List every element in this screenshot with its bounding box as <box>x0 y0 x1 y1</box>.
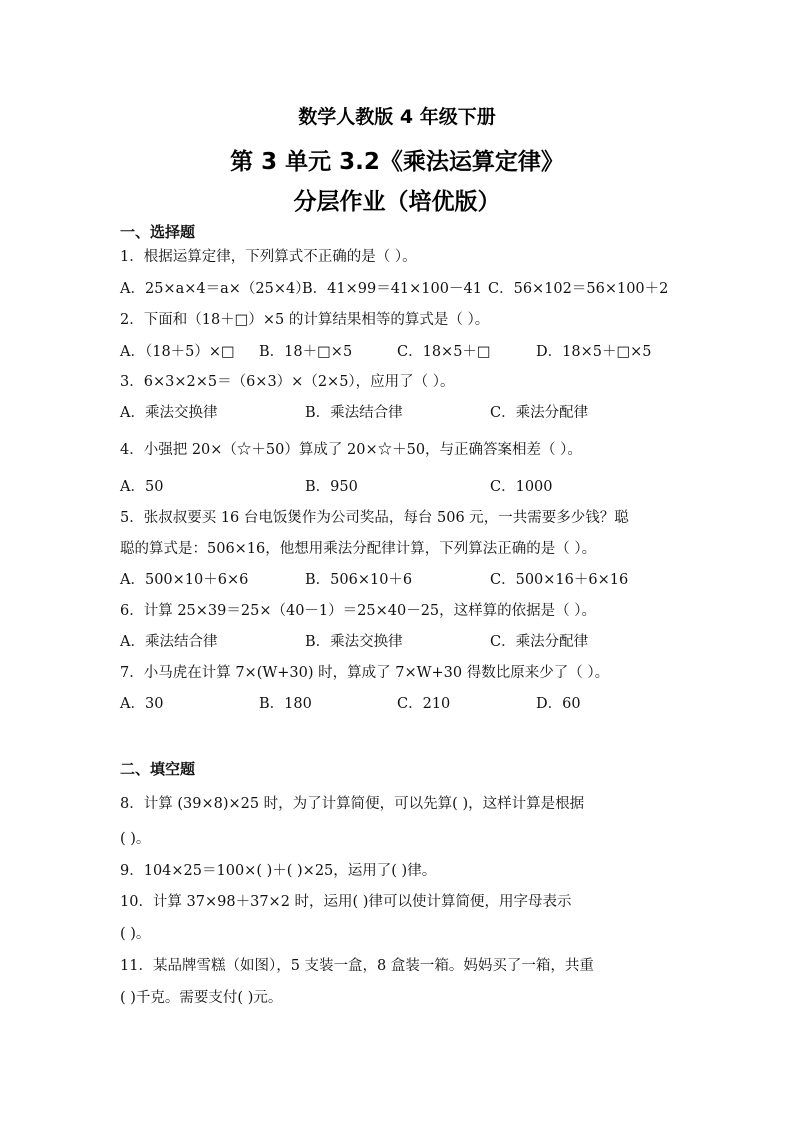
question-7-option-a: A．30 <box>120 696 164 712</box>
question-8-line-1: 8．计算 (39×8)×25 时，为了计算简便，可以先算( )，这样计算是根据 <box>120 796 585 812</box>
question-1-option-b: B．41×99＝41×100－41 <box>302 281 482 297</box>
question-1-option-c: C．56×102＝56×100＋2 <box>488 281 669 297</box>
question-11-line-2: ( )千克。需要支付( )元。 <box>120 990 283 1006</box>
question-3-option-c: C．乘法分配律 <box>490 405 589 421</box>
question-3-stem: 3．6×3×2×5＝（6×3）×（2×5），应用了（ ）。 <box>120 374 455 390</box>
question-2-option-a: A．（18＋5）×□ <box>120 344 235 360</box>
question-10-line-2: ( )。 <box>120 926 151 942</box>
question-6-option-c: C．乘法分配律 <box>490 634 589 650</box>
question-1-option-a: A．25×a×4＝a×（25×4） <box>120 281 310 297</box>
question-6-option-a: A．乘法结合律 <box>120 634 218 650</box>
question-2-option-c: C．18×5＋□ <box>397 344 491 360</box>
question-7-stem: 7．小马虎在计算 7×(W+30) 时，算成了 7×W+30 得数比原来少了（ ）。 <box>120 665 610 681</box>
section-choice-heading: 一、选择题 <box>120 223 196 241</box>
question-1-stem: 1．根据运算定律，下列算式不正确的是（ ）。 <box>120 249 417 265</box>
question-11-line-1: 11．某品牌雪糕（如图），5 支装一盒，8 盒装一箱。妈妈买了一箱，共重 <box>120 958 594 974</box>
question-5-stem-line-1: 5．张叔叔要买 16 台电饭煲作为公司奖品，每台 506 元，一共需要多少钱？聪 <box>120 510 629 526</box>
unit-title: 第 3 单元 3.2《乘法运算定律》 <box>230 149 564 175</box>
question-2-stem: 2．下面和（18＋□）×5 的计算结果相等的算式是（ ）。 <box>120 312 490 328</box>
worksheet-type: 分层作业（培优版） <box>293 189 501 215</box>
question-2-option-d: D．18×5＋□×5 <box>536 344 652 360</box>
question-5-stem-line-2: 聪的算式是：506×16，他想用乘法分配律计算，下列算法正确的是（ ）。 <box>120 541 597 557</box>
question-5-option-b: B．506×10＋6 <box>305 572 413 588</box>
question-4-option-b: B．950 <box>305 479 358 495</box>
question-10-line-1: 10．计算 37×98＋37×2 时，运用( )律可以使计算简便，用字母表示 <box>120 894 572 910</box>
question-5-option-c: C．500×16＋6×16 <box>490 572 629 588</box>
question-3-option-a: A．乘法交换律 <box>120 405 218 421</box>
question-4-option-c: C．1000 <box>490 479 553 495</box>
question-4-option-a: A．50 <box>120 479 164 495</box>
question-6-stem: 6．计算 25×39＝25×（40－1）＝25×40－25，这样算的依据是（ ）。 <box>120 603 597 619</box>
question-5-option-a: A．500×10＋6×6 <box>120 572 249 588</box>
question-7-option-c: C．210 <box>397 696 451 712</box>
question-7-option-d: D．60 <box>536 696 581 712</box>
question-8-line-2: ( )。 <box>120 831 151 847</box>
section-fill-heading: 二、填空题 <box>120 760 196 778</box>
question-3-option-b: B．乘法结合律 <box>305 405 403 421</box>
question-4-stem: 4．小强把 20×（☆＋50）算成了 20×☆＋50，与正确答案相差（ ）。 <box>120 442 582 458</box>
question-7-option-b: B．180 <box>259 696 312 712</box>
worksheet-subtitle: 数学人教版 4 年级下册 <box>298 106 496 128</box>
question-6-option-b: B．乘法交换律 <box>305 634 403 650</box>
question-9-line-1: 9．104×25＝100×( )＋( )×25，运用了( )律。 <box>120 863 437 879</box>
question-2-option-b: B．18＋□×5 <box>259 344 353 360</box>
